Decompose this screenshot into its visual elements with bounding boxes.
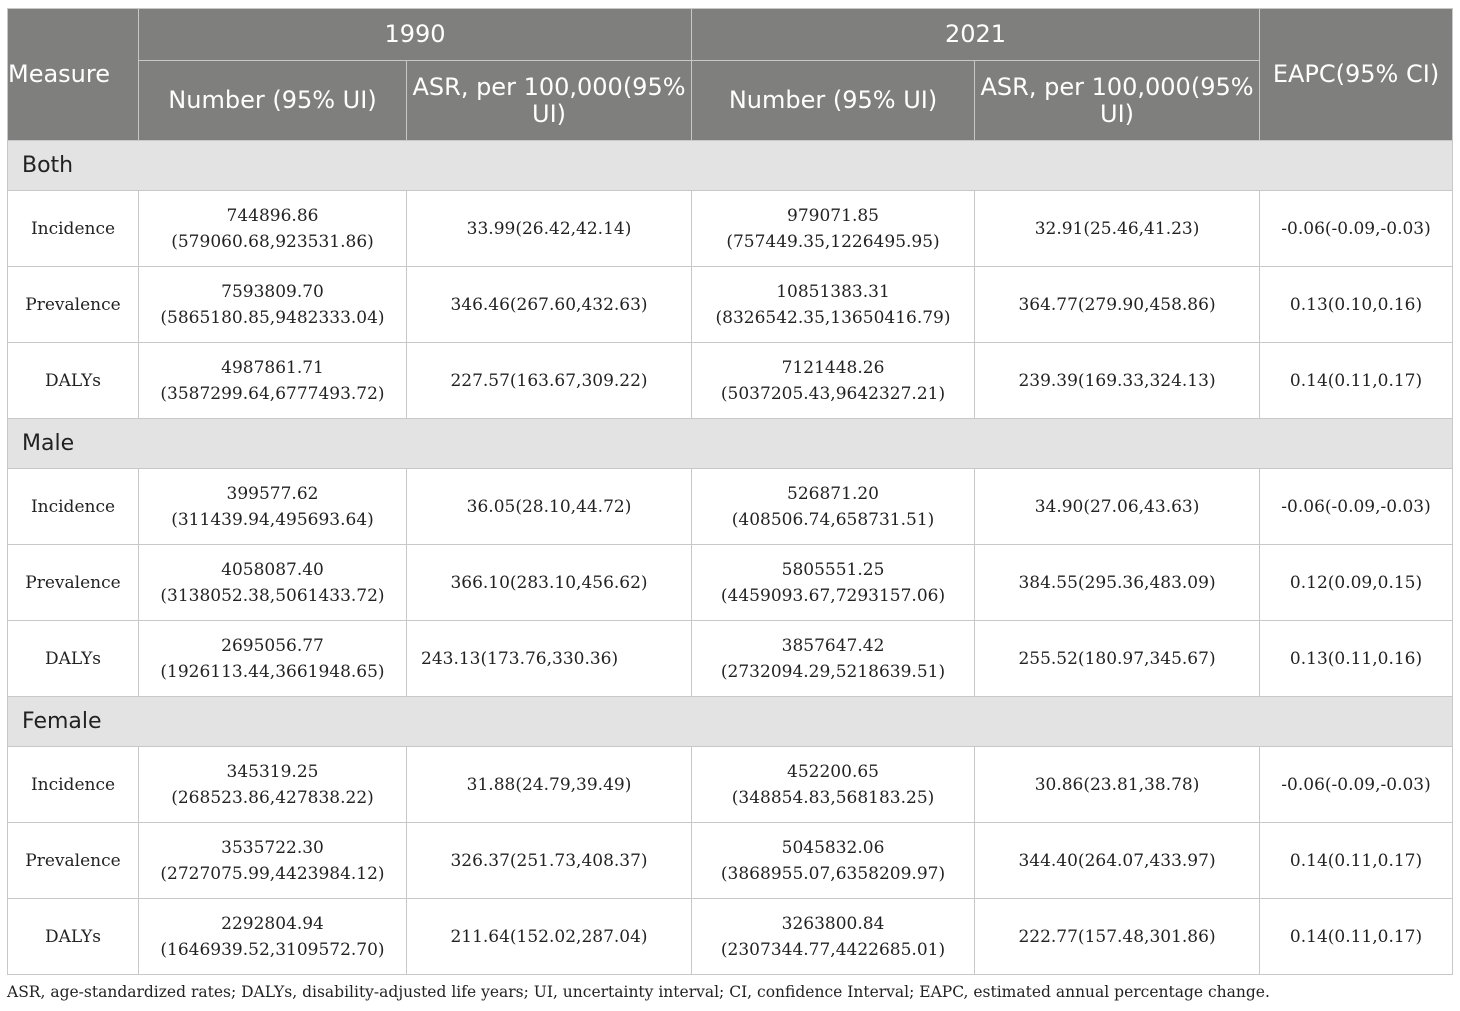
asr-header-line1: ASR, per 100,000 <box>412 72 623 101</box>
asr-2021-cell: 344.40(264.07,433.97) <box>975 823 1260 899</box>
number-ui: (3138052.38,5061433.72) <box>160 585 385 606</box>
group-label: Both <box>8 141 1453 191</box>
number-2021-cell <box>692 823 975 899</box>
table-row <box>8 621 1453 697</box>
group-label: Female <box>8 697 1453 747</box>
table-row <box>8 267 1453 343</box>
asr-1990-cell: 366.10(283.10,456.62) <box>407 545 692 621</box>
number-ui: (1646939.52,3109572.70) <box>160 939 385 960</box>
eapc-cell: 0.14(0.11,0.17) <box>1260 899 1453 975</box>
number-ui: (8326542.35,13650416.79) <box>715 307 951 328</box>
measure-cell: Prevalence <box>8 267 139 343</box>
number-1990-cell <box>139 343 407 419</box>
number-ui: (3587299.64,6777493.72) <box>160 383 385 404</box>
data-table <box>7 8 1453 975</box>
number-ui: (408506.74,658731.51) <box>731 509 935 530</box>
asr-2021-header <box>975 61 1260 141</box>
number-1990-cell <box>139 267 407 343</box>
asr-1990-cell: 36.05(28.10,44.72) <box>407 469 692 545</box>
number-ui: (2307344.77,4422685.01) <box>720 939 946 960</box>
number-ui: (348854.83,568183.25) <box>731 787 935 808</box>
number-value: 5805551.25 <box>781 559 885 580</box>
number-ui: (5037205.43,9642327.21) <box>720 383 946 404</box>
eapc-cell: 0.14(0.11,0.17) <box>1260 343 1453 419</box>
eapc-cell: 0.14(0.11,0.17) <box>1260 823 1453 899</box>
number-ui: (268523.86,427838.22) <box>171 787 374 808</box>
table-header <box>8 9 1453 141</box>
asr-1990-cell: 326.37(251.73,408.37) <box>407 823 692 899</box>
number-value: 2695056.77 <box>221 635 324 656</box>
year-2021-header: 2021 <box>692 9 1260 61</box>
number-2021-cell <box>692 343 975 419</box>
asr-1990-cell: 346.46(267.60,432.63) <box>407 267 692 343</box>
table-row <box>8 343 1453 419</box>
number-2021-cell <box>692 747 975 823</box>
asr-2021-cell: 32.91(25.46,41.23) <box>975 191 1260 267</box>
number-1990-header: Number (95% UI) <box>139 61 407 141</box>
table-row <box>8 191 1453 267</box>
table-row <box>8 545 1453 621</box>
table-row <box>8 899 1453 975</box>
number-1990-cell <box>139 747 407 823</box>
number-ui: (3868955.07,6358209.97) <box>720 863 946 884</box>
measure-cell: DALYs <box>8 621 139 697</box>
number-value: 7593809.70 <box>221 281 324 302</box>
number-2021-header: Number (95% UI) <box>692 61 975 141</box>
number-value: 399577.62 <box>226 483 319 504</box>
group-row-female <box>8 697 1453 747</box>
asr-2021-cell: 384.55(295.36,483.09) <box>975 545 1260 621</box>
number-value: 345319.25 <box>226 761 319 782</box>
eapc-cell: 0.12(0.09,0.15) <box>1260 545 1453 621</box>
table-row <box>8 823 1453 899</box>
number-ui: (1926113.44,3661948.65) <box>160 661 385 682</box>
asr-2021-cell: 239.39(169.33,324.13) <box>975 343 1260 419</box>
asr-1990-cell: 211.64(152.02,287.04) <box>407 899 692 975</box>
number-2021-cell <box>692 191 975 267</box>
number-value: 3857647.42 <box>781 635 885 656</box>
asr-2021-cell: 30.86(23.81,38.78) <box>975 747 1260 823</box>
eapc-cell: -0.06(-0.09,-0.03) <box>1260 747 1453 823</box>
eapc-cell: -0.06(-0.09,-0.03) <box>1260 469 1453 545</box>
number-ui: (311439.94,495693.64) <box>171 509 374 530</box>
number-value: 4058087.40 <box>221 559 324 580</box>
asr-1990-cell: 31.88(24.79,39.49) <box>407 747 692 823</box>
number-value: 7121448.26 <box>781 357 885 378</box>
measure-cell: DALYs <box>8 343 139 419</box>
number-value: 5045832.06 <box>781 837 885 858</box>
measure-cell: Incidence <box>8 191 139 267</box>
number-value: 526871.20 <box>787 483 879 504</box>
number-value: 10851383.31 <box>776 281 890 302</box>
measure-cell: Prevalence <box>8 545 139 621</box>
number-value: 3535722.30 <box>221 837 324 858</box>
measure-cell: Incidence <box>8 469 139 545</box>
asr-2021-cell: 255.52(180.97,345.67) <box>975 621 1260 697</box>
asr-1990-cell: 33.99(26.42,42.14) <box>407 191 692 267</box>
number-1990-cell <box>139 823 407 899</box>
number-value: 452200.65 <box>787 761 879 782</box>
eapc-column-header: EAPC(95% CI) <box>1260 9 1453 141</box>
number-ui: (579060.68,923531.86) <box>171 231 374 252</box>
asr-header-line2: (95% UI) <box>1100 72 1254 128</box>
asr-header-line2: (95% UI) <box>532 72 686 128</box>
number-value: 3263800.84 <box>781 913 885 934</box>
number-value: 979071.85 <box>787 205 879 226</box>
asr-2021-cell: 222.77(157.48,301.86) <box>975 899 1260 975</box>
asr-2021-cell: 34.90(27.06,43.63) <box>975 469 1260 545</box>
number-2021-cell <box>692 267 975 343</box>
year-1990-header: 1990 <box>139 9 692 61</box>
number-ui: (4459093.67,7293157.06) <box>720 585 946 606</box>
number-1990-cell <box>139 191 407 267</box>
asr-header-line1: ASR, per 100,000 <box>980 72 1191 101</box>
number-value: 2292804.94 <box>221 913 324 934</box>
number-1990-cell <box>139 545 407 621</box>
group-row-male <box>8 419 1453 469</box>
eapc-cell: 0.13(0.11,0.16) <box>1260 621 1453 697</box>
asr-1990-cell: 227.57(163.67,309.22) <box>407 343 692 419</box>
number-ui: (757449.35,1226495.95) <box>726 231 940 252</box>
table-body <box>8 141 1453 975</box>
number-value: 744896.86 <box>226 205 319 226</box>
eapc-cell: -0.06(-0.09,-0.03) <box>1260 191 1453 267</box>
eapc-cell: 0.13(0.10,0.16) <box>1260 267 1453 343</box>
group-label: Male <box>8 419 1453 469</box>
number-1990-cell <box>139 621 407 697</box>
number-2021-cell <box>692 469 975 545</box>
table-row <box>8 469 1453 545</box>
group-row-both <box>8 141 1453 191</box>
number-ui: (5865180.85,9482333.04) <box>160 307 385 328</box>
asr-1990-cell: 243.13(173.76,330.36) <box>407 621 692 697</box>
measure-cell: Incidence <box>8 747 139 823</box>
table-row <box>8 747 1453 823</box>
number-2021-cell <box>692 545 975 621</box>
table-footnote: ASR, age-standardized rates; DALYs, disability-adjusted life years; UI, uncertainty interval; CI, confidence Interval; EAPC, estimated annual percentage change. <box>7 983 1270 1001</box>
measure-cell: DALYs <box>8 899 139 975</box>
number-ui: (2727075.99,4423984.12) <box>160 863 385 884</box>
number-ui: (2732094.29,5218639.51) <box>720 661 946 682</box>
number-2021-cell <box>692 621 975 697</box>
number-2021-cell <box>692 899 975 975</box>
number-value: 4987861.71 <box>221 357 324 378</box>
asr-2021-cell: 364.77(279.90,458.86) <box>975 267 1260 343</box>
number-1990-cell <box>139 899 407 975</box>
measure-column-header: Measure <box>8 9 139 141</box>
number-1990-cell <box>139 469 407 545</box>
measure-cell: Prevalence <box>8 823 139 899</box>
asr-1990-header <box>407 61 692 141</box>
